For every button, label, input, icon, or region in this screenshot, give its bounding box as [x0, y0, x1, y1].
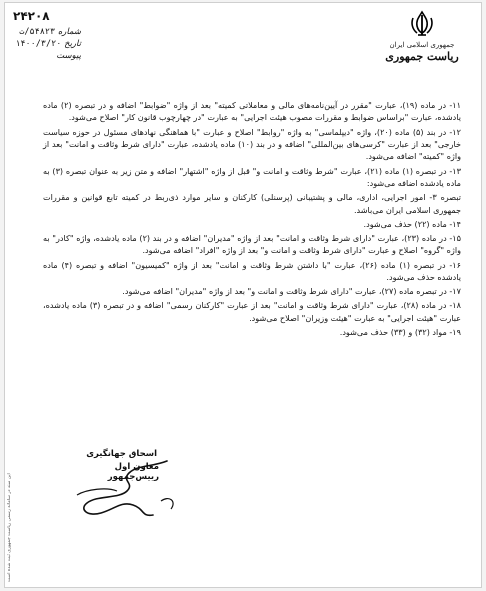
- page-title: ریاست جمهوری: [385, 50, 459, 63]
- paragraph-18: ۱۸- در ماده (۲۸)، عبارت "دارای شرط وثاقت و امانت" بعد از عبارت "کارکنان رسمی" اضافه و در تبصره (۳) ماده یادشده، عبارت "هیئت اجرایی" به عبارت "هیئت وزیران" اصلاح می‌شود.: [43, 300, 461, 323]
- paragraph-19: ۱۹- مواد (۳۲) و (۳۳) حذف می‌شود.: [339, 327, 461, 338]
- signatory-name: اسحاق جهانگیری: [86, 449, 157, 459]
- paragraph-11: ۱۱- در ماده (۱۹)، عبارت "مقرر در آیین‌نامه‌های مالی و معاملاتی کمیته" بعد از واژه "ضوابط" اضافه و در تبصره (۲) ماده یادشده، عبارت "براساس ضوابط و مقررات مصوب هیئت اجرایی" به عبارت "در چهارچوب قانون کار" اصلاح می‌شود.: [43, 100, 461, 123]
- meta-date-row: [15, 39, 85, 49]
- date-label: تاریخ: [64, 39, 81, 49]
- margin-note: این سند در سامانه رسمی ریاست جمهوری ثبت شده است: [7, 473, 12, 582]
- paragraph-12: ۱۲- در بند (۵) ماده (۲۰)، واژه "دیپلماسی" به واژه "روابط" اصلاح و عبارت "با هماهنگی نهادهای مسئول در حوزه سیاست خارجی" بعد از عبارت "کرسی‌های بین‌المللی" اضافه و در بند (۱۰) ماده یادشده، عبارت "دارای شرط وثاقت و امانت" بعد از واژه "کمیته" اضافه می‌شود.: [43, 126, 461, 162]
- paragraph-13: ۱۳- در تبصره (۱) ماده (۲۱)، عبارت "شرط وثاقت و امانت و" قبل از واژه "اشتهار" اضافه و متن زیر به عنوان تبصره (۳) به ماده یادشده اضافه می‌شود:: [43, 165, 461, 189]
- paragraph-note-3: تبصره ۳- امور اجرایی، اداری، مالی و پشتیبانی (پرسنلی) کارکنان و سایر موارد ذی‌ربط در کمیته تابع قوانین و مقررات جمهوری اسلامی ایران می‌باشد.: [43, 192, 461, 215]
- document-body: [43, 99, 461, 338]
- document-page: [4, 2, 482, 588]
- paragraph-14: ۱۴- ماده (۲۲) حذف می‌شود.: [363, 218, 461, 229]
- meta-attachment-row: [15, 51, 85, 61]
- attachment-label: پیوست: [56, 51, 81, 61]
- meta-number-row: [15, 27, 85, 37]
- paragraph-15: ۱۵- در ماده (۲۳)، عبارت "دارای شرط وثاقت و امانت" بعد از واژه "مدیران" اضافه و در بند (۲) ماده یادشده، واژه "کادر" به واژه "گروه" اصلاح و عبارت "دارای شرط وثاقت و امانت و" بعد از واژه "افراد" اضافه می‌شود.: [43, 233, 461, 256]
- paragraph-16: ۱۶- در تبصره (۱) ماده (۲۶)، عبارت "با داشتن شرط وثاقت و امانت" بعد از واژه "کمیسیون" اضافه و تبصره (۴) ماده یادشده حذف می‌شود.: [43, 259, 461, 283]
- number-value: ۵۴۸۲۳/ت: [19, 27, 56, 37]
- paragraph-17: ۱۷- در تبصره ماده (۲۷)، عبارت "دارای شرط وثاقت و امانت و" بعد از واژه "مدیران" اضافه می‌شود.: [122, 286, 461, 297]
- iran-emblem-icon: [407, 9, 437, 39]
- date-value: ۱۴۰۰/۳/۲۰: [15, 39, 62, 49]
- document-number-large: ۲۴۲۰۸: [13, 9, 50, 23]
- org-line: جمهوری اسلامی ایران: [389, 41, 455, 49]
- signatory-title: معاون اول رییس‌جمهور: [107, 462, 159, 482]
- number-label: شماره: [57, 27, 81, 37]
